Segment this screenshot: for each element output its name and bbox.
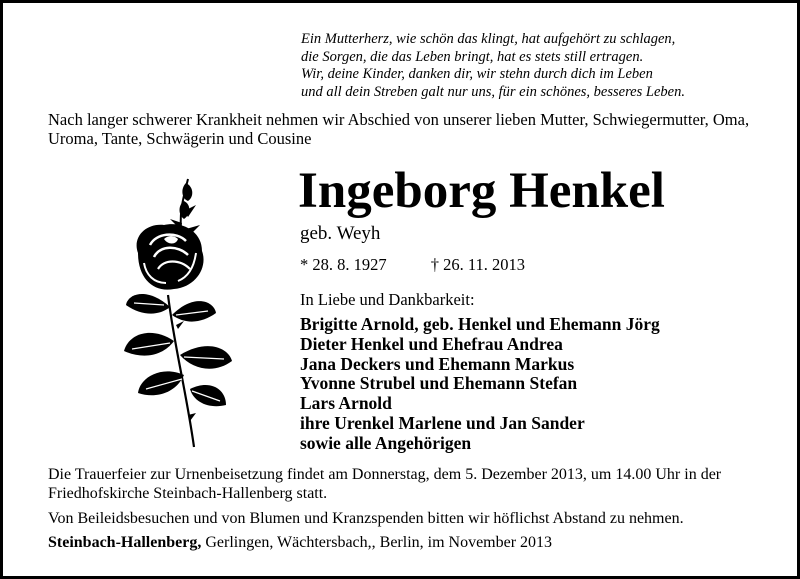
signature-rest: Gerlingen, Wächtersbach,, Berlin, im November 2013 bbox=[201, 534, 553, 551]
deceased-name: Ingeborg Henkel bbox=[298, 163, 665, 219]
poem-line: Wir, deine Kinder, danken dir, wir stehn durch dich im Leben bbox=[301, 66, 653, 82]
mourners-list bbox=[300, 315, 660, 454]
mourner-entry: Lars Arnold bbox=[300, 393, 392, 414]
maiden-name: geb. Weyh bbox=[300, 223, 381, 244]
poem-line: Ein Mutterherz, wie schön das klingt, hat aufgehört zu schlagen, bbox=[301, 31, 676, 47]
poem bbox=[301, 31, 771, 101]
birth-date: * 28. 8. 1927 bbox=[300, 255, 387, 274]
intro-text: Nach langer schwerer Krankheit nehmen wir Abschied von unserer lieben Mutter, Schwiegermutter, Oma, Uroma, Tante, Schwägerin und Cousine bbox=[48, 110, 750, 148]
rose-icon bbox=[98, 175, 238, 450]
condolence-note: Von Beileidsbesuchen und von Blumen und Kranzspenden bitten wir höflichst Abstand zu nehmen. bbox=[48, 510, 684, 527]
service-info: Die Trauerfeier zur Urnenbeisetzung findet am Donnerstag, dem 5. Dezember 2013, um 14.00 Uhr in der Friedhofskirche Steinbach-Hallenberg statt. bbox=[48, 466, 722, 502]
poem-line: die Sorgen, die das Leben bringt, hat es stets still ertragen. bbox=[301, 48, 644, 65]
poem-line: und all dein Streben galt nur uns, für ein schönes, besseres Leben. bbox=[301, 83, 685, 100]
thanks-line: In Liebe und Dankbarkeit: bbox=[300, 290, 475, 309]
mourner-entry: Jana Deckers und Ehemann Markus bbox=[300, 353, 575, 374]
life-dates bbox=[300, 255, 525, 274]
signature-line bbox=[48, 533, 788, 552]
mourner-entry: ihre Urenkel Marlene und Jan Sander bbox=[300, 412, 585, 433]
mourner-entry: sowie alle Angehörigen bbox=[300, 432, 472, 453]
death-date: † 26. 11. 2013 bbox=[430, 255, 526, 274]
mourner-entry: Brigitte Arnold, geb. Henkel und Ehemann Jörg bbox=[300, 314, 660, 334]
mourner-entry: Yvonne Strubel und Ehemann Stefan bbox=[300, 373, 578, 394]
signature-place: Steinbach-Hallenberg, bbox=[48, 534, 202, 551]
mourner-entry: Dieter Henkel und Ehefrau Andrea bbox=[300, 333, 563, 354]
